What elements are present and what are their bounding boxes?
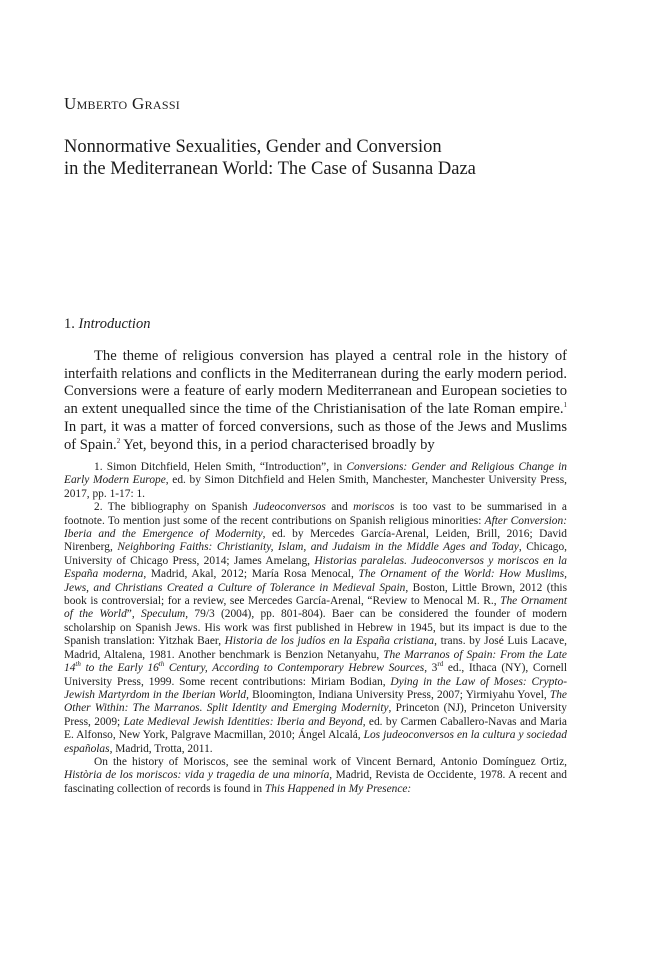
body-text-run: Yet, beyond this, in a period characterised broadly by [120,436,435,453]
body-paragraph [64,348,567,454]
footnotes [64,461,567,796]
footnote-2: 2. The bibliography on Spanish Judeoconversos and moriscos is too vast to be summarised in a footnote. To mention just some of the recent contributions on Spanish religious minorities: After Conversion: Iberia and the Emergence of Modernity, ed. by Mercedes García-Arenal, Leiden, Brill, 2016; David Nirenberg, Neighboring Faiths: Christianity, Islam, and Judaism in the Middle Ages and Today, Chicago, University of Chicago Press, 2014; James Amelang, Historias paralelas. Judeoconversos y moriscos en la España moderna, Madrid, Akal, 2012; María Rosa Menocal, The Ornament of the World: How Muslims, Jews, and Christians Created a Culture of Tolerance in Medieval Spain, Boston, Little Brown, 2012 (this book is controversial; for a review, see Mercedes García-Arenal, “Review to Menocal M. R., The Ornament of the World”, Speculum, 79/3 (2004), pp. 801-804). Baer can be considered the founder of modern scholarship on Spanish Jews. His work was first published in Hebrew in 1945, but its impact is due to the Spanish translation: Yitzhak Baer, Historia de los judíos en la España cristiana, trans. by José Luis Lacave, Madrid, Altalena, 1981. Another benchmark is Benzion Netanyahu, The Marranos of Spain: From the Late 14th to the Early 16th Century, According to Contemporary Hebrew Sources, 3rd ed., Ithaca (NY), Cornell University Press, 1999. Some recent contributions: Miriam Bodian, Dying in the Law of Moses: Crypto-Jewish Martyrdom in the Iberian World, Bloomington, Indiana University Press, 2007; Yirmiyahu Yovel, The Other Within: The Marranos. Split Identity and Emerging Modernity, Princeton (NJ), Princeton University Press, 2009; Late Medieval Jewish Identities: Iberia and Beyond, ed. by Carmen Caballero-Navas and Maria E. Alfonso, New York, Palgrave Macmillan, 2010; Ángel Alcalá, Los judeoconversos en la cultura y sociedad españolas, Madrid, Trotta, 2011. [64,501,568,755]
article-title [64,136,604,180]
section-title: Introduction [78,316,151,332]
footnote-1: 1. Simon Ditchfield, Helen Smith, “Introduction”, in Conversions: Gender and Religious Change in Early Modern Europe, ed. by Simon Ditchfield and Helen Smith, Manchester, Manchester University Press, 2017, pp. 1-17: 1. [64,461,567,500]
section-number: 1. [64,316,75,332]
body-text-run: In part, it was a matter of forced conversions, such as those of the Jews and Muslims of Spain. [64,418,567,453]
body-text [64,348,567,454]
footnote-ref-1[interactable]: 1 [563,401,567,410]
author-name: Umberto Grassi [64,94,181,113]
section-heading [64,316,150,333]
footnote-2-continuation: On the history of Moriscos, see the seminal work of Vincent Bernard, Antonio Domínguez Ortiz, Història de los moriscos: vida y tragedia de una minoría, Madrid, Revista de Occidente, 1978. A recent and fascinating collection of records is found in This Happened in My Presence: [64,755,567,795]
footnote-ref-2[interactable]: 2 [116,436,121,445]
body-text-run: The theme of religious conversion has played a central role in the history of interfaith relations and conflicts in the Mediterranean during the early modern period. Conversions were a feature of early modern Mediterranean and European societies to an extent unequalled since the time of the Christianisation of the late Roman empire. [64,348,567,418]
title-line-2: in the Mediterranean World: The Case of Susanna Daza [64,159,476,179]
title-line-1: Nonnormative Sexualities, Gender and Conversion [64,137,442,157]
